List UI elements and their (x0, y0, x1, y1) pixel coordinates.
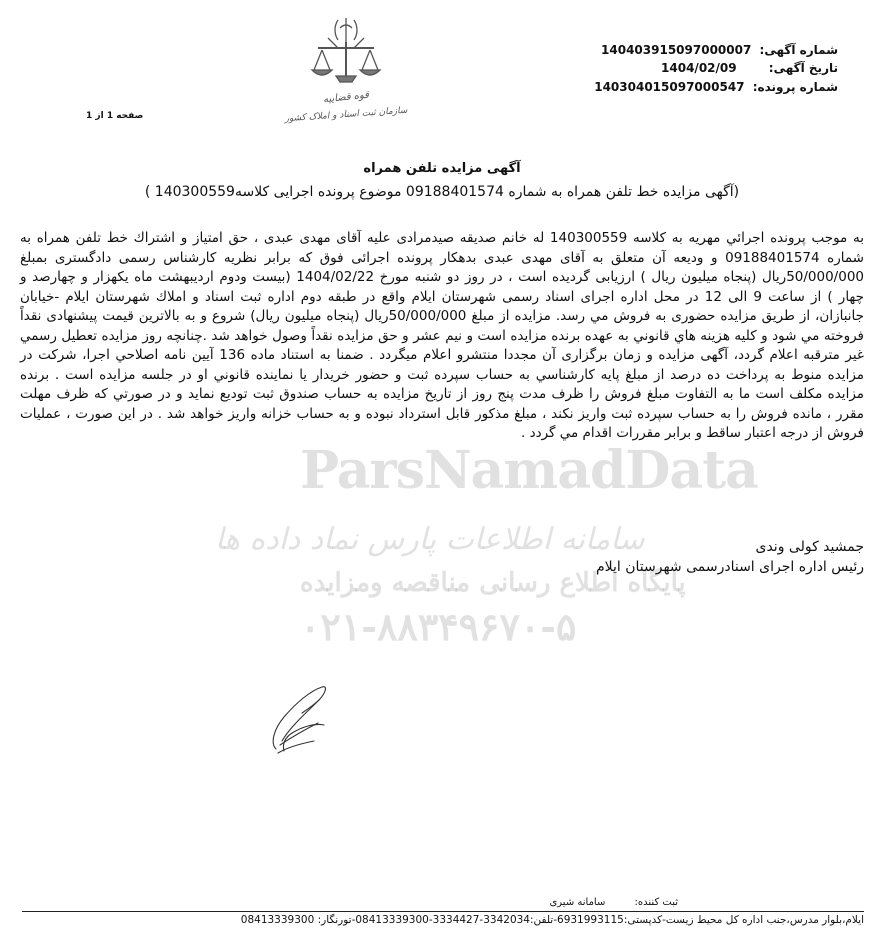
signatory-name: جمشيد كولی وندی (755, 539, 864, 555)
ad-date-row (661, 61, 838, 75)
footer-divider (22, 911, 864, 912)
registrar-name: سامانه شیری (549, 897, 606, 908)
logo-text-top: قوه قضاییه (322, 89, 370, 106)
ad-number-row (601, 43, 838, 57)
ad-date-label: تاریخ آگهی: (768, 61, 838, 75)
watermark-line1: سامانه اطلاعات پارس نماد داده ها (215, 522, 645, 557)
case-number-row (594, 80, 838, 94)
ad-title: آگهی مزایده تلفن همراه (363, 161, 521, 176)
watermark-latin: ParsNamadData (300, 440, 758, 501)
ad-number-label: شماره آگهی: (759, 43, 838, 57)
watermark-phone: ۰۲۱-۸۸۳۴۹۶۷۰-۵ (300, 604, 577, 649)
case-number: 140304015097000547 (594, 80, 745, 94)
ad-body: به موجب پرونده اجرائي مهريه به كلاسه 140300559 له خانم صديقه صيدمرادی عليه آقاى مهدی عبدی ، حق امتياز و اشتراك خط تلفن همراه به شماره 09188401574 و وديعه آن متعلق به آقاى مهدی عبدی بدهكار پرونده اجرائی فوق كه برابر نظريه كارشناس رسمی دادگستری بمبلغ 50/000/000ريال (پنجاه ميليون ريال ) ارزيابى گرديده است ، در روز دو شنبه مورخ 1404/02/22 (بيست ودوم ارديبهشت ماه يكهزار و چهارصد و چهار ) از ساعت 9 الی 12 در محل اداره اجرای اسناد رسمی شهرستان ايلام واقع در طبقه دوم اداره ثبت اسناد و املاك شهرستان ايلام -خيابان جانبازان، از طريق مزايده حضوری به فروش مي رسد. مزايده از مبلغ 50/000/000ريال (پنجاه ميليون ريال) شروع و به بالاترين قيمت پيشنهادی نقداً فروخته مي شود و كليه هزينه هاي قانوني به عهده برنده مزايده است و نيم عشر و حق مزايده نقداً وصول خواهد شد .چنانچه روز مزايده تعطيل رسمي غير مترقبه اعلام گردد، آگهی مزايده و زمان برگزاری آن مجددا منتشرو اعلام ميگردد . ضمنا به استناد ماده 136 آيين نامه اصلاحي اجرا، شركت در مزايده منوط به پرداخت ده درصد از مبلغ پايه كارشناسي به حساب سپرده ثبت و حضور خريدار يا نماينده قانوني او در جلسه مزايده است . برنده مزايده مكلف است ما به التفاوت مبلغ فروش را ظرف مدت پنج روز از تاريخ مزايده به حساب صندوق ثبت توديع نمايد و در صورتي كه ظرف مهلت مقرر ، مانده فروش را به حساب سپرده ثبت واريز نكند ، مبلغ مذكور قابل استرداد نبوده و به حساب خزانه واريز خواهد شد . در اين صورت ، عمليات فروش از درجه اعتبار ساقط و برابر مقررات اقدام مي گردد . (20, 230, 865, 441)
case-number-label: شماره پرونده: (752, 80, 838, 94)
footer-address: ایلام،بلوار مدرس،جنب اداره کل محیط زیست-کدپستی:6931993115-تلفن:3342034-3334427-08413339300-تورنگار: 08413339300 (240, 914, 864, 926)
logo-text-bottom: سازمان ثبت اسناد و املاک کشور (284, 105, 408, 125)
page-indicator: صفحه 1 از 1 (86, 111, 144, 121)
ad-date: 1404/02/09 (661, 61, 737, 75)
ad-number: 140403915097000007 (601, 43, 752, 57)
judiciary-emblem (284, 14, 408, 132)
ad-subtitle: (آگهی مزایده خط تلفن همراه به شماره 09188401574 موضوع پرونده اجرایی کلاسه140300559 ) (144, 184, 740, 200)
handwritten-signature (262, 683, 352, 755)
signatory-title: رئيس اداره اجرای اسنادرسمی شهرستان ايلام (595, 559, 864, 575)
registrar-row (549, 897, 678, 908)
registrar-label: ثبت کننده: (634, 897, 678, 908)
watermark-line2: پایگاه اطلاع رسانی مناقصه ومزایده (300, 568, 686, 598)
